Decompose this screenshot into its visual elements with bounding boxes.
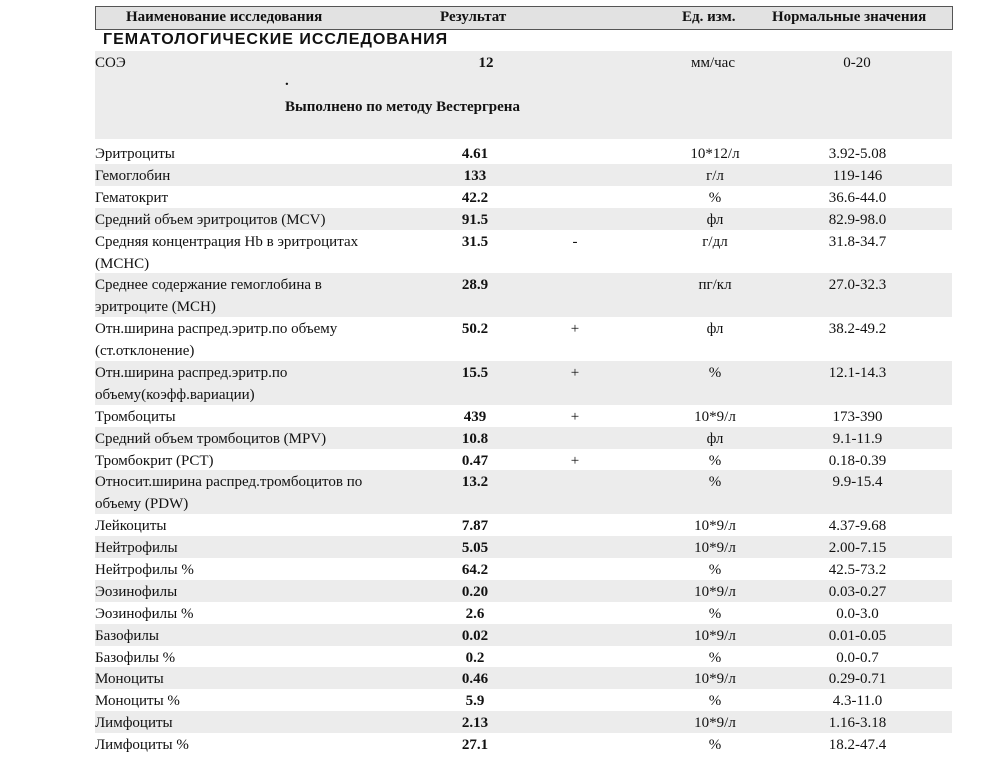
test-result: 0.02 xyxy=(461,627,489,644)
table-row xyxy=(95,689,952,711)
esr-row xyxy=(95,51,952,139)
table-row xyxy=(95,558,952,580)
test-norm: 119-146 xyxy=(832,167,883,184)
table-row xyxy=(95,186,952,208)
test-unit: 10*12/л xyxy=(690,146,740,162)
test-name: Нейтрофилы xyxy=(95,540,178,557)
test-name: Моноциты xyxy=(95,671,164,688)
test-result: 10.8 xyxy=(461,430,489,447)
test-unit: 10*9/л xyxy=(694,518,736,535)
test-name: Базофилы xyxy=(95,627,159,644)
test-result: 5.05 xyxy=(461,540,489,557)
test-unit: фл xyxy=(706,430,724,447)
test-norm: 0.18-0.39 xyxy=(828,452,887,469)
table-row xyxy=(95,624,952,646)
test-name: Лимфоциты xyxy=(95,715,173,732)
test-norm: 0.0-0.7 xyxy=(836,649,879,666)
test-norm: 42.5-73.2 xyxy=(828,562,887,578)
test-unit: % xyxy=(708,452,722,469)
test-name: Отн.ширина распред.эритр.по объему (ст.отклонение) xyxy=(95,321,338,360)
test-unit: 10*9/л xyxy=(694,408,736,425)
test-result: 13.2 xyxy=(461,474,489,491)
table-header xyxy=(95,6,953,30)
table-row xyxy=(95,646,952,668)
table-row xyxy=(95,427,952,449)
test-result: 4.61 xyxy=(461,146,489,162)
table-row xyxy=(95,580,952,602)
test-unit: 10*9/л xyxy=(694,627,736,644)
table-row xyxy=(95,667,952,689)
test-unit: 10*9/л xyxy=(694,583,736,600)
test-name: Средняя концентрация Hb в эритроцитах (MCHC) xyxy=(95,233,359,272)
test-unit: % xyxy=(708,737,722,754)
test-name: Эритроциты xyxy=(95,146,175,162)
test-flag: + xyxy=(570,364,580,381)
table-row xyxy=(95,317,952,361)
test-norm: 4.37-9.68 xyxy=(828,518,887,535)
test-result: 15.5 xyxy=(461,364,489,381)
test-unit: фл xyxy=(706,211,724,228)
test-unit: г/дл xyxy=(702,233,728,250)
test-name: Тромбокрит (PCT) xyxy=(95,452,214,469)
test-unit: % xyxy=(708,364,722,381)
test-norm: 0-20 xyxy=(843,55,871,71)
test-flag: + xyxy=(570,408,580,425)
test-norm: 36.6-44.0 xyxy=(828,189,887,206)
test-norm: 82.9-98.0 xyxy=(828,211,887,228)
test-norm: 4.3-11.0 xyxy=(832,693,883,710)
table-row xyxy=(95,230,952,274)
test-norm: 31.8-34.7 xyxy=(828,233,887,250)
test-result: 439 xyxy=(463,408,487,425)
table-row xyxy=(95,405,952,427)
test-unit: мм/час xyxy=(690,55,735,71)
test-name: Базофилы % xyxy=(95,649,176,666)
header-norm: Нормальные значения xyxy=(772,9,927,25)
test-result: 0.46 xyxy=(461,671,489,688)
test-norm: 0.03-0.27 xyxy=(828,583,887,600)
test-norm: 9.9-15.4 xyxy=(832,474,883,491)
table-row xyxy=(95,536,952,558)
test-name: Эозинофилы xyxy=(95,583,178,600)
test-name: Тромбоциты xyxy=(95,408,176,425)
header-name: Наименование исследования xyxy=(126,9,323,25)
test-result: 0.2 xyxy=(465,649,485,666)
test-name: Средний объем эритроцитов (MCV) xyxy=(95,211,326,228)
test-unit: % xyxy=(708,562,722,578)
test-result: 133 xyxy=(463,167,487,184)
test-name: Относит.ширина распред.тромбоцитов по объему (PDW) xyxy=(95,474,363,513)
test-result: 42.2 xyxy=(461,189,489,206)
test-norm: 38.2-49.2 xyxy=(828,321,887,338)
test-norm: 9.1-11.9 xyxy=(832,430,883,447)
test-result: 64.2 xyxy=(461,562,489,578)
test-name: Лимфоциты % xyxy=(95,737,189,754)
test-name: Нейтрофилы % xyxy=(95,562,194,578)
test-norm: 12.1-14.3 xyxy=(828,364,887,381)
table-row xyxy=(95,449,952,471)
test-flag: - xyxy=(572,233,578,250)
test-flag: + xyxy=(570,452,580,469)
section-title: ГЕМАТОЛОГИЧЕСКИЕ ИССЛЕДОВАНИЯ xyxy=(103,31,449,48)
test-unit: % xyxy=(708,649,722,666)
test-norm: 18.2-47.4 xyxy=(828,737,887,754)
test-name: Средний объем тромбоцитов (MPV) xyxy=(95,430,327,447)
table-row xyxy=(95,273,952,317)
test-unit: фл xyxy=(706,321,724,338)
table-row xyxy=(95,361,952,405)
test-result: 50.2 xyxy=(461,321,489,338)
test-result: 91.5 xyxy=(461,211,489,228)
test-unit: % xyxy=(708,605,722,622)
test-unit: % xyxy=(708,474,722,491)
table-row xyxy=(95,470,952,514)
table-row xyxy=(95,164,952,186)
test-result: 0.20 xyxy=(461,583,489,600)
test-unit: 10*9/л xyxy=(694,671,736,688)
method-note: Выполнено по методу Вестергрена xyxy=(285,99,520,115)
test-norm: 0.01-0.05 xyxy=(828,627,887,644)
test-result: 5.9 xyxy=(465,693,485,710)
test-unit: г/л xyxy=(706,167,724,184)
test-result: 2.13 xyxy=(461,715,489,732)
test-result: 12 xyxy=(478,55,494,71)
table-row xyxy=(95,711,952,733)
test-name: Отн.ширина распред.эритр.по объему(коэфф.вариации) xyxy=(95,364,288,403)
test-norm: 0.29-0.71 xyxy=(828,671,887,688)
table-row xyxy=(95,514,952,536)
dot-mark: . xyxy=(285,73,289,89)
test-name: Гематокрит xyxy=(95,189,169,206)
test-result: 28.9 xyxy=(461,277,489,294)
test-unit: 10*9/л xyxy=(694,540,736,557)
test-unit: 10*9/л xyxy=(694,715,736,732)
test-norm: 0.0-3.0 xyxy=(836,605,879,622)
table-row xyxy=(95,208,952,230)
test-result: 0.47 xyxy=(461,452,489,469)
test-unit: % xyxy=(708,189,722,206)
test-unit: % xyxy=(708,693,722,710)
test-result: 2.6 xyxy=(465,605,485,622)
test-norm: 27.0-32.3 xyxy=(828,277,887,294)
table-row xyxy=(95,733,952,755)
test-name: Среднее содержание гемоглобина в эритроците (MCH) xyxy=(95,277,322,316)
results-table xyxy=(95,142,952,755)
table-row xyxy=(95,142,952,164)
test-norm: 1.16-3.18 xyxy=(828,715,887,732)
test-unit: пг/кл xyxy=(698,277,732,294)
test-norm: 2.00-7.15 xyxy=(828,540,887,557)
test-flag: + xyxy=(570,321,580,338)
test-name: СОЭ xyxy=(95,55,126,71)
test-name: Лейкоциты xyxy=(95,518,167,535)
header-result: Результат xyxy=(440,9,507,25)
test-name: Эозинофилы % xyxy=(95,605,194,622)
header-unit: Ед. изм. xyxy=(682,9,736,25)
table-row xyxy=(95,602,952,624)
test-name: Гемоглобин xyxy=(95,167,171,184)
test-result: 7.87 xyxy=(461,518,489,535)
test-name: Моноциты % xyxy=(95,693,180,710)
test-result: 31.5 xyxy=(461,233,489,250)
test-norm: 3.92-5.08 xyxy=(828,146,887,162)
test-result: 27.1 xyxy=(461,737,489,754)
test-norm: 173-390 xyxy=(832,408,883,425)
